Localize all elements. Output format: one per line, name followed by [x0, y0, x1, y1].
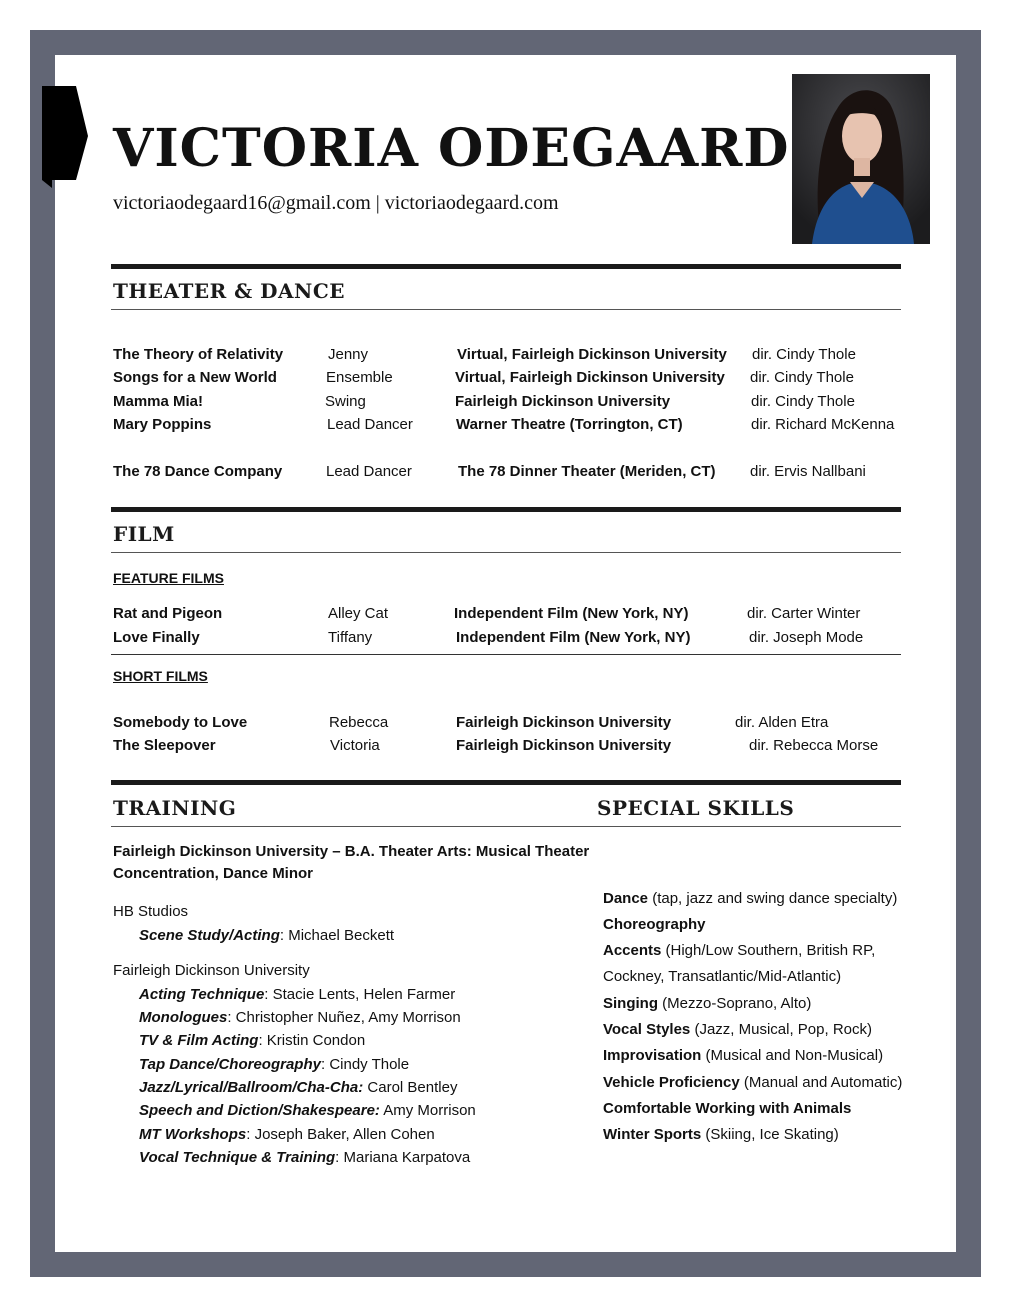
feature-films-label: FEATURE FILMS: [113, 570, 224, 586]
skill-item: [603, 890, 897, 908]
credit-venue: The 78 Dinner Theater (Meriden, CT): [458, 463, 716, 480]
training-subject: Scene Study/Acting: [139, 927, 280, 944]
subsection-rule: [111, 654, 901, 655]
credit-director: dir. Rebecca Morse: [749, 737, 879, 754]
skill-name: Singing: [603, 995, 658, 1012]
credit-venue: Independent Film (New York, NY): [456, 629, 691, 646]
training-item: [139, 1126, 435, 1144]
credit-title: Somebody to Love: [113, 714, 248, 731]
contact-info: victoriaodegaard16@gmail.com | victoriaodegaard.com: [113, 192, 559, 214]
section-heading-theater: THEATER & DANCE: [113, 279, 345, 303]
section-rule-thick: [111, 507, 901, 512]
credit-title: Rat and Pigeon: [113, 605, 223, 622]
training-school: HB Studios: [113, 903, 189, 920]
training-teachers: : Stacie Lents, Helen Farmer: [264, 986, 456, 1003]
header-tab-marker: [42, 86, 88, 188]
training-subject: Tap Dance/Choreography: [139, 1056, 321, 1073]
training-subject: Acting Technique: [139, 986, 265, 1003]
skill-name: Improvisation: [603, 1047, 702, 1064]
training-subject: Vocal Technique & Training: [139, 1149, 336, 1166]
credit-venue: Fairleigh Dickinson University: [456, 714, 672, 731]
credit-director: dir. Richard McKenna: [751, 416, 895, 433]
section-rule-thick: [111, 264, 901, 269]
section-rule-thin: [111, 826, 901, 827]
skill-name: Vehicle Proficiency: [603, 1074, 740, 1091]
credit-director: dir. Cindy Thole: [752, 346, 856, 363]
skill-detail: (Skiing, Ice Skating): [701, 1126, 839, 1143]
credit-role: Tiffany: [328, 629, 373, 646]
skill-name: Winter Sports: [603, 1126, 702, 1143]
skill-item: [603, 995, 811, 1013]
credit-role: Lead Dancer: [327, 416, 413, 433]
training-item: [139, 927, 394, 945]
training-item: [139, 1009, 461, 1027]
skill-detail: (Mezzo-Soprano, Alto): [658, 995, 812, 1012]
short-films-label: SHORT FILMS: [113, 668, 208, 684]
skill-detail: (High/Low Southern, British RP,: [661, 942, 876, 959]
training-subject: Jazz/Lyrical/Ballroom/Cha-Cha:: [139, 1079, 364, 1096]
headshot-photo: [792, 74, 930, 244]
training-item: [139, 986, 455, 1004]
skill-item: [603, 1100, 851, 1118]
credit-role: Alley Cat: [328, 605, 389, 622]
skill-item: [603, 968, 841, 986]
skill-detail: (Jazz, Musical, Pop, Rock): [690, 1021, 872, 1038]
credit-role: Victoria: [330, 737, 380, 754]
section-heading-training: TRAINING: [113, 796, 237, 820]
credit-title: The Sleepover: [113, 737, 216, 754]
credit-director: dir. Cindy Thole: [751, 393, 855, 410]
credit-director: dir. Cindy Thole: [750, 369, 854, 386]
credit-title: The 78 Dance Company: [113, 463, 283, 480]
credit-venue: Fairleigh Dickinson University: [456, 737, 672, 754]
credit-title: Mary Poppins: [113, 416, 212, 433]
skill-detail: (Manual and Automatic): [739, 1074, 903, 1091]
training-item: [139, 1032, 365, 1050]
training-teachers: : Cindy Thole: [320, 1056, 410, 1073]
credit-role: Jenny: [328, 346, 369, 363]
skill-item: [603, 942, 875, 960]
training-teachers: : Michael Beckett: [279, 927, 395, 944]
credit-director: dir. Carter Winter: [747, 605, 861, 622]
credit-director: dir. Ervis Nallbani: [750, 463, 866, 480]
credit-venue: Warner Theatre (Torrington, CT): [456, 416, 683, 433]
training-item: [139, 1079, 457, 1097]
training-item: [139, 1102, 476, 1120]
resume-name: VICTORIA ODEGAARD: [113, 118, 790, 179]
skill-detail: (Musical and Non-Musical): [701, 1047, 884, 1064]
skill-detail: (tap, jazz and swing dance specialty): [648, 890, 898, 907]
training-teachers: : Joseph Baker, Allen Cohen: [246, 1126, 435, 1143]
training-subject: MT Workshops: [139, 1126, 247, 1143]
skill-item: [603, 1126, 839, 1144]
credit-title: Songs for a New World: [113, 369, 277, 386]
training-teachers: : Mariana Karpatova: [335, 1149, 471, 1166]
skill-item: [603, 1021, 872, 1039]
skill-name: Comfortable Working with Animals: [603, 1100, 852, 1117]
training-subject: Speech and Diction/Shakespeare:: [139, 1102, 380, 1119]
training-school: Fairleigh Dickinson University: [113, 962, 310, 979]
section-rule-thin: [111, 552, 901, 553]
credit-venue: Fairleigh Dickinson University: [455, 393, 671, 410]
credit-role: Lead Dancer: [326, 463, 412, 480]
training-teachers: : Kristin Condon: [258, 1032, 366, 1049]
credit-role: Ensemble: [326, 369, 393, 386]
credit-director: dir. Joseph Mode: [749, 629, 864, 646]
skill-detail: Cockney, Transatlantic/Mid-Atlantic): [603, 968, 842, 985]
skill-name: Choreography: [603, 916, 706, 933]
training-teachers: Carol Bentley: [363, 1079, 458, 1096]
credit-title: The Theory of Relativity: [113, 346, 284, 363]
training-item: [139, 1149, 470, 1167]
training-item: [139, 1056, 409, 1074]
credit-venue: Independent Film (New York, NY): [454, 605, 689, 622]
skill-item: [603, 1074, 902, 1092]
section-heading-film: FILM: [113, 522, 175, 546]
section-rule-thick: [111, 780, 901, 785]
degree-line: Fairleigh Dickinson University – B.A. Theater Arts: Musical Theater: [113, 843, 590, 860]
section-heading-skills: SPECIAL SKILLS: [597, 796, 795, 820]
credit-venue: Virtual, Fairleigh Dickinson University: [457, 346, 727, 363]
skill-item: [603, 916, 706, 934]
credit-role: Swing: [325, 393, 366, 410]
credit-role: Rebecca: [329, 714, 389, 731]
credit-title: Mamma Mia!: [113, 393, 204, 410]
credit-director: dir. Alden Etra: [735, 714, 829, 731]
credit-venue: Virtual, Fairleigh Dickinson University: [455, 369, 725, 386]
training-teachers: : Christopher Nuñez, Amy Morrison: [227, 1009, 461, 1026]
section-rule-thin: [111, 309, 901, 310]
degree-line: Concentration, Dance Minor: [113, 865, 314, 882]
skill-name: Dance: [603, 890, 649, 907]
skill-name: Vocal Styles: [603, 1021, 691, 1038]
training-subject: TV & Film Acting: [139, 1032, 259, 1049]
skill-item: [603, 1047, 883, 1065]
training-subject: Monologues: [139, 1009, 228, 1026]
training-teachers: Amy Morrison: [379, 1102, 476, 1119]
credit-title: Love Finally: [113, 629, 200, 646]
skill-name: Accents: [603, 942, 662, 959]
